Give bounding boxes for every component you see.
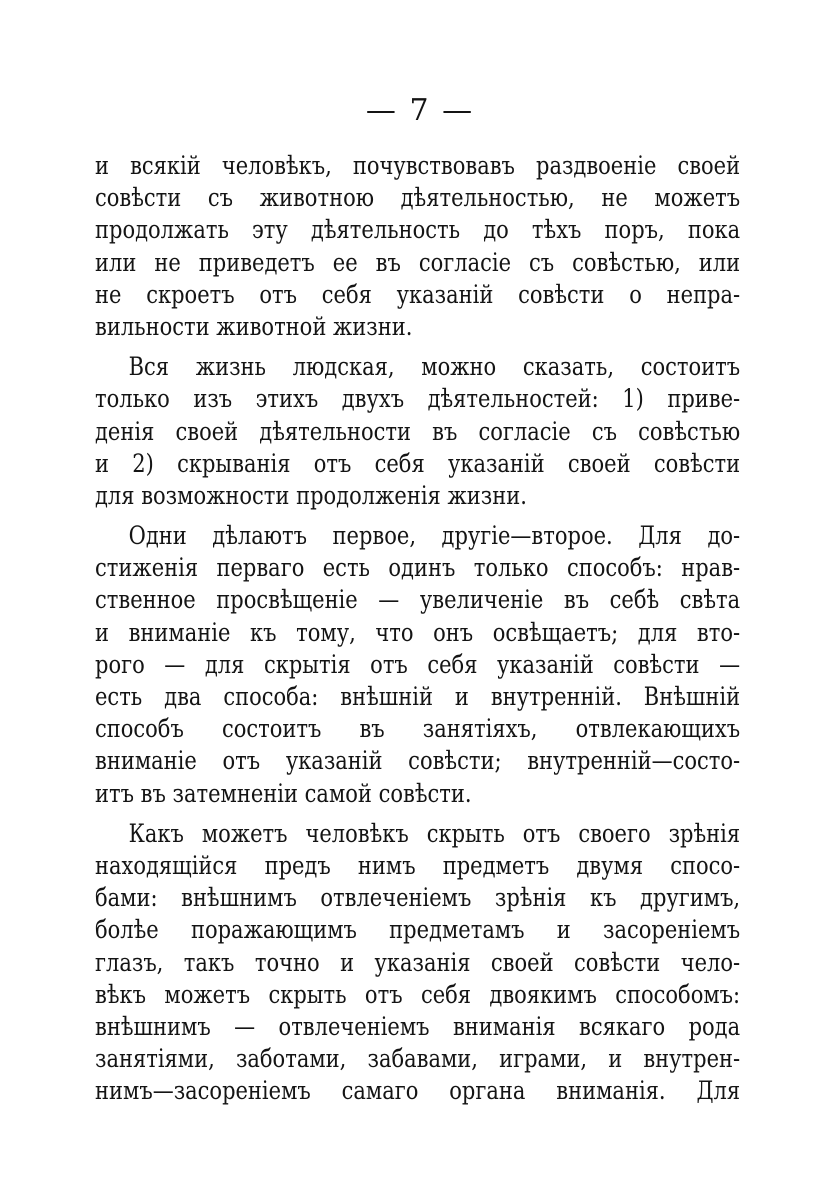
text-line: занятіями, заботами, забавами, играми, и внутрен- [95,1044,741,1074]
text-line: и всякій человѣкъ, почувствовавъ раздвоеніе своей [95,151,741,180]
text-line: только изъ этихъ двухъ дѣятельностей: 1) приве- [95,384,741,414]
text-line: и 2) скрыванія отъ себя указаній своей совѣсти [95,448,741,478]
text-line: нимъ—засореніемъ самаго органа вниманія. Для [95,1076,741,1106]
paragraph-2 [95,351,740,512]
text-line: бами: внѣшнимъ отвлеченіемъ зрѣнія къ другимъ, [95,883,741,913]
text-line: способъ состоитъ въ занятіяхъ, отвлекающихъ [95,714,741,744]
text-line: вниманіе отъ указаній совѣсти; внутренній—состо- [95,746,741,776]
text-line: болѣе поражающимъ предметамъ и засореніемъ [95,915,741,945]
text-line: стиженія перваго есть одинъ только способъ: нрав- [95,553,741,583]
text-line: находящійся предъ нимъ предметъ двумя спосо- [95,850,741,880]
text-line: продолжать эту дѣятельность до тѣхъ поръ, пока [95,215,741,245]
text-line: Вся жизнь людская, можно сказать, состоитъ [128,352,741,382]
text-line: рого — для скрытія отъ себя указаній совѣсти — [95,649,741,679]
text-line: итъ въ затемненіи самой совѣсти. [95,778,472,808]
text-line: и вниманіе къ тому, что онъ освѣщаетъ; для вто- [95,617,741,647]
text-line: Одни дѣлаютъ первое, другіе—второе. Для до- [128,521,741,551]
text-line: вѣкъ можетъ скрыть отъ себя двоякимъ способомъ: [95,979,741,1009]
paragraph-4 [95,818,740,1108]
text-line: есть два способа: внѣшній и внутренній. Внѣшній [95,682,741,711]
text-line: ственное просвѣщеніе — увеличеніе въ себѣ свѣта [95,585,741,615]
text-line: глазъ, такъ точно и указанія своей совѣсти чело- [95,947,741,977]
text-line: или не приведетъ ее въ согласіе съ совѣстью, или [95,247,741,277]
paragraph-3 [95,520,740,810]
text-line: внѣшнимъ — отвлеченіемъ вниманія всякаго рода [95,1011,741,1041]
text-line: не скроетъ отъ себя указаній совѣсти о непра- [95,279,741,309]
body-text [95,150,740,1115]
text-line: вильности животной жизни. [95,311,413,341]
page-number: — 7 — [365,93,475,128]
paragraph-1 [95,150,740,343]
text-line: для возможности продолженія жизни. [95,480,527,510]
text-line: Какъ можетъ человѣкъ скрыть отъ своего зрѣнія [128,818,741,848]
text-line: совѣсти съ животною дѣятельностью, не можетъ [95,183,741,213]
text-line: денія своей дѣятельности въ согласіе съ совѣстью [95,416,741,446]
